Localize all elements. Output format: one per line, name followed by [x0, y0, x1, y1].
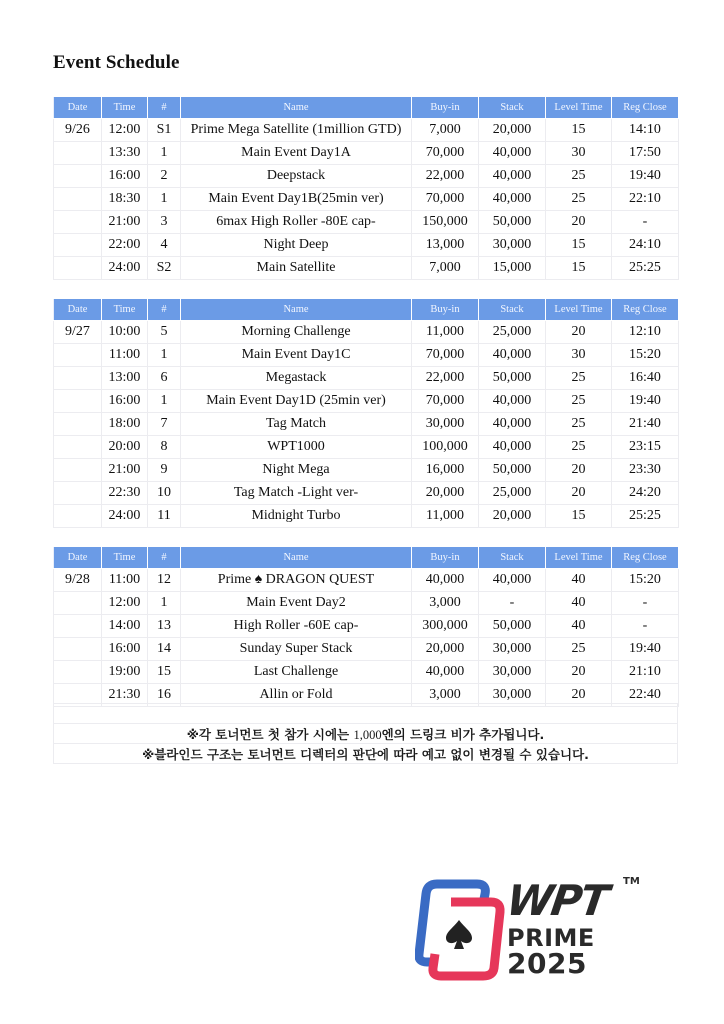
logo-prime-text: PRIME: [507, 924, 595, 952]
cell-reg-close: 21:40: [612, 413, 679, 436]
cell-reg-close: 25:25: [612, 505, 679, 528]
cell-name: Main Event Day1C: [181, 344, 412, 367]
cell-level-time: 20: [546, 482, 612, 505]
column-header-number: #: [148, 547, 181, 569]
cell-name: Allin or Fold: [181, 684, 412, 707]
cell-stack: 40,000: [479, 436, 546, 459]
header-row: [54, 547, 679, 569]
cell-buyin: 7,000: [412, 119, 479, 142]
cell-name: Sunday Super Stack: [181, 638, 412, 661]
cell-buyin: 150,000: [412, 211, 479, 234]
cell-level-time: 15: [546, 234, 612, 257]
table-row: [54, 505, 679, 528]
column-header-reg-close: Reg Close: [612, 547, 679, 569]
cell-time: 12:00: [102, 119, 148, 142]
schedule-table-day1: [53, 96, 679, 280]
cell-time: 16:00: [102, 390, 148, 413]
cell-number: 15: [148, 661, 181, 684]
cell-date: [54, 459, 102, 482]
cell-name: Megastack: [181, 367, 412, 390]
header-row: [54, 299, 679, 321]
cell-number: 5: [148, 321, 181, 344]
cell-level-time: 25: [546, 413, 612, 436]
column-header-buyin: Buy-in: [412, 299, 479, 321]
cell-name: 6max High Roller -80E cap-: [181, 211, 412, 234]
cell-buyin: 11,000: [412, 505, 479, 528]
cell-time: 21:00: [102, 459, 148, 482]
cell-number: 13: [148, 615, 181, 638]
cell-number: 1: [148, 344, 181, 367]
cell-stack: 40,000: [479, 413, 546, 436]
cell-buyin: 20,000: [412, 638, 479, 661]
cell-date: [54, 638, 102, 661]
cell-reg-close: 22:10: [612, 188, 679, 211]
cell-number: 7: [148, 413, 181, 436]
cell-name: Tag Match: [181, 413, 412, 436]
cell-stack: 50,000: [479, 615, 546, 638]
table-row: [54, 165, 679, 188]
cell-reg-close: 19:40: [612, 165, 679, 188]
table-row: [54, 234, 679, 257]
cell-stack: 40,000: [479, 390, 546, 413]
cell-date: 9/27: [54, 321, 102, 344]
table-row: [54, 390, 679, 413]
cell-date: [54, 482, 102, 505]
cell-level-time: 25: [546, 390, 612, 413]
cell-time: 11:00: [102, 569, 148, 592]
table-row: [54, 413, 679, 436]
column-header-name: Name: [181, 299, 412, 321]
table-row: [54, 321, 679, 344]
cell-number: 4: [148, 234, 181, 257]
cell-name: High Roller -60E cap-: [181, 615, 412, 638]
cell-buyin: 70,000: [412, 188, 479, 211]
cell-name: Prime ♠ DRAGON QUEST: [181, 569, 412, 592]
column-header-number: #: [148, 299, 181, 321]
cell-date: [54, 592, 102, 615]
column-header-name: Name: [181, 97, 412, 119]
cell-level-time: 25: [546, 165, 612, 188]
cell-stack: 40,000: [479, 142, 546, 165]
page-title: Event Schedule: [53, 52, 180, 73]
cell-time: 14:00: [102, 615, 148, 638]
column-header-time: Time: [102, 97, 148, 119]
cell-buyin: 3,000: [412, 592, 479, 615]
cell-reg-close: 23:15: [612, 436, 679, 459]
notes-blank-row: [54, 704, 678, 724]
table-row: [54, 615, 679, 638]
cell-buyin: 300,000: [412, 615, 479, 638]
cell-time: 20:00: [102, 436, 148, 459]
cell-time: 21:30: [102, 684, 148, 707]
cell-time: 18:30: [102, 188, 148, 211]
column-header-level-time: Level Time: [546, 547, 612, 569]
cell-reg-close: 23:30: [612, 459, 679, 482]
cell-stack: 20,000: [479, 119, 546, 142]
cell-buyin: 40,000: [412, 661, 479, 684]
cell-stack: 25,000: [479, 482, 546, 505]
cell-buyin: 70,000: [412, 390, 479, 413]
cell-number: 1: [148, 142, 181, 165]
note-drink-fee: [54, 724, 678, 744]
cell-number: S1: [148, 119, 181, 142]
wpt-prime-logo: [415, 872, 645, 982]
table-row: [54, 482, 679, 505]
notes-table: [53, 703, 678, 764]
column-header-level-time: Level Time: [546, 97, 612, 119]
cell-stack: 50,000: [479, 459, 546, 482]
cell-time: 24:00: [102, 505, 148, 528]
cell-stack: -: [479, 592, 546, 615]
cell-level-time: 40: [546, 569, 612, 592]
cell-name: Main Event Day1D (25min ver): [181, 390, 412, 413]
cell-stack: 40,000: [479, 165, 546, 188]
cell-date: 9/26: [54, 119, 102, 142]
cell-time: 12:00: [102, 592, 148, 615]
cell-time: 24:00: [102, 257, 148, 280]
cell-buyin: 70,000: [412, 344, 479, 367]
cell-level-time: 15: [546, 257, 612, 280]
cell-level-time: 25: [546, 436, 612, 459]
table-row: [54, 142, 679, 165]
cell-number: 14: [148, 638, 181, 661]
cell-buyin: 22,000: [412, 367, 479, 390]
cell-level-time: 20: [546, 661, 612, 684]
cell-time: 16:00: [102, 165, 148, 188]
column-header-level-time: Level Time: [546, 299, 612, 321]
cell-reg-close: -: [612, 211, 679, 234]
cell-number: 16: [148, 684, 181, 707]
column-header-date: Date: [54, 97, 102, 119]
note-drink-fee-suffix: 엔의 드링크 비가 추가됩니다.: [381, 726, 545, 742]
cell-buyin: 16,000: [412, 459, 479, 482]
cell-stack: 20,000: [479, 505, 546, 528]
cell-level-time: 20: [546, 684, 612, 707]
cell-name: Main Event Day1B(25min ver): [181, 188, 412, 211]
header-row: [54, 97, 679, 119]
cell-stack: 40,000: [479, 344, 546, 367]
cell-time: 21:00: [102, 211, 148, 234]
cell-reg-close: 24:10: [612, 234, 679, 257]
cell-buyin: 20,000: [412, 482, 479, 505]
column-header-buyin: Buy-in: [412, 97, 479, 119]
cell-stack: 50,000: [479, 367, 546, 390]
cell-number: 6: [148, 367, 181, 390]
cell-date: [54, 615, 102, 638]
cell-reg-close: 19:40: [612, 390, 679, 413]
column-header-stack: Stack: [479, 547, 546, 569]
cell-buyin: 22,000: [412, 165, 479, 188]
table-row: [54, 569, 679, 592]
column-header-date: Date: [54, 547, 102, 569]
cell-number: 3: [148, 211, 181, 234]
cell-buyin: 70,000: [412, 142, 479, 165]
cell-level-time: 20: [546, 321, 612, 344]
cell-stack: 30,000: [479, 661, 546, 684]
column-header-time: Time: [102, 547, 148, 569]
table-row: [54, 211, 679, 234]
cell-name: Main Event Day1A: [181, 142, 412, 165]
cell-reg-close: 14:10: [612, 119, 679, 142]
cell-number: 8: [148, 436, 181, 459]
cell-time: 10:00: [102, 321, 148, 344]
cell-date: [54, 505, 102, 528]
cell-level-time: 15: [546, 505, 612, 528]
cell-buyin: 13,000: [412, 234, 479, 257]
cell-name: Midnight Turbo: [181, 505, 412, 528]
cell-reg-close: -: [612, 615, 679, 638]
cell-reg-close: 12:10: [612, 321, 679, 344]
cell-reg-close: 25:25: [612, 257, 679, 280]
cell-time: 13:00: [102, 367, 148, 390]
note-drink-fee-prefix: ※각 토너먼트 첫 참가 시에는: [186, 726, 354, 742]
cell-time: 18:00: [102, 413, 148, 436]
schedule-table-day3: [53, 546, 679, 707]
cell-name: Tag Match -Light ver-: [181, 482, 412, 505]
cell-number: S2: [148, 257, 181, 280]
cell-number: 11: [148, 505, 181, 528]
cell-number: 1: [148, 592, 181, 615]
logo-year-text: 2025: [507, 947, 587, 980]
cell-time: 11:00: [102, 344, 148, 367]
cell-stack: 50,000: [479, 211, 546, 234]
schedule-table-day2: [53, 298, 679, 528]
cell-buyin: 7,000: [412, 257, 479, 280]
cell-reg-close: -: [612, 592, 679, 615]
trademark-mark: TM: [623, 876, 640, 887]
cell-reg-close: 16:40: [612, 367, 679, 390]
table-row: [54, 367, 679, 390]
cell-level-time: 25: [546, 188, 612, 211]
cell-name: Last Challenge: [181, 661, 412, 684]
cell-reg-close: 24:20: [612, 482, 679, 505]
table-row: [54, 459, 679, 482]
cell-level-time: 15: [546, 119, 612, 142]
cell-number: 12: [148, 569, 181, 592]
cell-time: 13:30: [102, 142, 148, 165]
cell-name: Night Deep: [181, 234, 412, 257]
cell-reg-close: 15:20: [612, 344, 679, 367]
cell-number: 2: [148, 165, 181, 188]
table-row: [54, 592, 679, 615]
cell-stack: 15,000: [479, 257, 546, 280]
cell-level-time: 40: [546, 592, 612, 615]
cell-time: 19:00: [102, 661, 148, 684]
table-row: [54, 188, 679, 211]
cell-name: WPT1000: [181, 436, 412, 459]
cell-stack: 25,000: [479, 321, 546, 344]
cell-reg-close: 17:50: [612, 142, 679, 165]
cell-time: 16:00: [102, 638, 148, 661]
table-row: [54, 661, 679, 684]
cell-level-time: 20: [546, 211, 612, 234]
cell-reg-close: 15:20: [612, 569, 679, 592]
table-row: [54, 638, 679, 661]
table-row: [54, 119, 679, 142]
cell-date: [54, 188, 102, 211]
cell-buyin: 11,000: [412, 321, 479, 344]
column-header-buyin: Buy-in: [412, 547, 479, 569]
cell-buyin: 3,000: [412, 684, 479, 707]
table-row: [54, 257, 679, 280]
cell-stack: 30,000: [479, 234, 546, 257]
cell-level-time: 30: [546, 142, 612, 165]
cell-date: [54, 413, 102, 436]
cell-name: Prime Mega Satellite (1million GTD): [181, 119, 412, 142]
cell-buyin: 40,000: [412, 569, 479, 592]
cell-stack: 30,000: [479, 684, 546, 707]
cell-stack: 40,000: [479, 569, 546, 592]
cell-level-time: 30: [546, 344, 612, 367]
column-header-stack: Stack: [479, 97, 546, 119]
note-drink-fee-amount: 1,000: [353, 727, 382, 742]
cell-date: [54, 165, 102, 188]
cell-reg-close: 19:40: [612, 638, 679, 661]
column-header-reg-close: Reg Close: [612, 299, 679, 321]
cell-stack: 30,000: [479, 638, 546, 661]
table-row: [54, 436, 679, 459]
cell-date: [54, 142, 102, 165]
cell-time: 22:30: [102, 482, 148, 505]
cell-name: Night Mega: [181, 459, 412, 482]
cell-date: [54, 211, 102, 234]
column-header-name: Name: [181, 547, 412, 569]
column-header-stack: Stack: [479, 299, 546, 321]
cell-number: 9: [148, 459, 181, 482]
cell-number: 1: [148, 188, 181, 211]
cell-date: 9/28: [54, 569, 102, 592]
cell-date: [54, 436, 102, 459]
cell-date: [54, 344, 102, 367]
cell-buyin: 30,000: [412, 413, 479, 436]
cell-name: Main Satellite: [181, 257, 412, 280]
cell-name: Deepstack: [181, 165, 412, 188]
cell-level-time: 40: [546, 615, 612, 638]
cell-date: [54, 234, 102, 257]
column-header-time: Time: [102, 299, 148, 321]
cell-level-time: 25: [546, 367, 612, 390]
column-header-date: Date: [54, 299, 102, 321]
cell-number: 1: [148, 390, 181, 413]
column-header-number: #: [148, 97, 181, 119]
cell-date: [54, 390, 102, 413]
cell-date: [54, 257, 102, 280]
logo-wpt-text: WPT: [503, 876, 611, 925]
cell-level-time: 25: [546, 638, 612, 661]
cell-reg-close: 21:10: [612, 661, 679, 684]
cell-reg-close: 22:40: [612, 684, 679, 707]
cell-number: 10: [148, 482, 181, 505]
cell-name: Morning Challenge: [181, 321, 412, 344]
cell-buyin: 100,000: [412, 436, 479, 459]
cell-stack: 40,000: [479, 188, 546, 211]
table-row: [54, 344, 679, 367]
note-blind-structure: ※블라인드 구조는 토너먼트 디렉터의 판단에 따라 예고 없이 변경될 수 있습니다.: [54, 744, 678, 764]
cell-time: 22:00: [102, 234, 148, 257]
cell-date: [54, 661, 102, 684]
column-header-reg-close: Reg Close: [612, 97, 679, 119]
cell-name: Main Event Day2: [181, 592, 412, 615]
card-spade-icon: [415, 874, 507, 982]
cell-level-time: 20: [546, 459, 612, 482]
cell-date: [54, 367, 102, 390]
